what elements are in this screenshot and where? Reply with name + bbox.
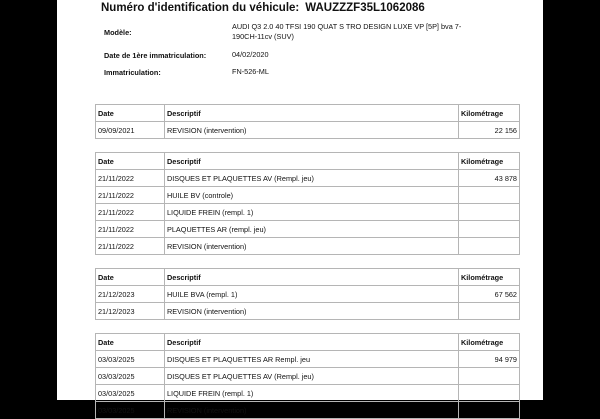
description-column-header: Descriptif xyxy=(165,334,459,351)
row-description: REVISION (intervention) xyxy=(165,122,459,139)
row-km xyxy=(459,204,520,221)
row-date: 21/12/2023 xyxy=(96,303,165,320)
table-row xyxy=(96,303,520,320)
row-description: DISQUES ET PLAQUETTES AR Rempl. jeu xyxy=(165,351,459,368)
table-header-row xyxy=(96,334,520,351)
row-description: REVISION (intervention) xyxy=(165,402,459,419)
table-row xyxy=(96,351,520,368)
row-date: 03/03/2025 xyxy=(96,368,165,385)
document-page xyxy=(57,0,543,415)
table-row xyxy=(96,286,520,303)
row-km xyxy=(459,238,520,255)
row-km xyxy=(459,402,520,419)
table-header-row xyxy=(96,269,520,286)
table-row xyxy=(96,238,520,255)
table-row xyxy=(96,187,520,204)
km-column-header: Kilométrage xyxy=(459,269,520,286)
table-row xyxy=(96,221,520,238)
table-row xyxy=(96,204,520,221)
vin-heading xyxy=(101,2,425,14)
row-km xyxy=(459,303,520,320)
row-date: 03/03/2025 xyxy=(96,351,165,368)
date-column-header: Date xyxy=(96,153,165,170)
row-km: 67 562 xyxy=(459,286,520,303)
model-label: Modèle: xyxy=(104,28,132,37)
spacer-cell xyxy=(96,255,520,269)
model-value: AUDI Q3 2.0 40 TFSI 190 QUAT S TRO DESIGN LUXE VP [5P] bva 7-190CH-11cv (SUV) xyxy=(232,22,462,41)
date-column-header: Date xyxy=(96,105,165,122)
row-date: 21/12/2023 xyxy=(96,286,165,303)
row-km xyxy=(459,221,520,238)
vin-label: Numéro d'identification du véhicule: xyxy=(101,2,300,14)
row-description: HUILE BVA (rempl. 1) xyxy=(165,286,459,303)
table-row xyxy=(96,122,520,139)
row-km: 94 979 xyxy=(459,351,520,368)
row-description: DISQUES ET PLAQUETTES AV (Rempl. jeu) xyxy=(165,368,459,385)
first-registration-value: 04/02/2020 xyxy=(232,50,269,59)
table-row xyxy=(96,385,520,402)
row-description: PLAQUETTES AR (rempl. jeu) xyxy=(165,221,459,238)
km-column-header: Kilométrage xyxy=(459,153,520,170)
description-column-header: Descriptif xyxy=(165,105,459,122)
row-km: 43 878 xyxy=(459,170,520,187)
row-date: 21/11/2022 xyxy=(96,187,165,204)
row-km xyxy=(459,187,520,204)
service-history-table xyxy=(95,104,520,419)
plate-label: Immatriculation: xyxy=(104,68,161,77)
group-spacer xyxy=(96,320,520,334)
table-row xyxy=(96,368,520,385)
km-column-header: Kilométrage xyxy=(459,105,520,122)
plate-value: FN-526-ML xyxy=(232,67,269,76)
row-km: 22 156 xyxy=(459,122,520,139)
row-description: HUILE BV (controle) xyxy=(165,187,459,204)
vin-value: WAUZZZF35L1062086 xyxy=(305,2,425,14)
row-date: 09/09/2021 xyxy=(96,122,165,139)
row-date: 03/03/2025 xyxy=(96,385,165,402)
table-row xyxy=(96,170,520,187)
row-date: 21/11/2022 xyxy=(96,204,165,221)
row-date: 21/11/2022 xyxy=(96,221,165,238)
row-date: 03/03/2025 xyxy=(96,402,165,419)
table-header-row xyxy=(96,153,520,170)
row-date: 21/11/2022 xyxy=(96,170,165,187)
spacer-cell xyxy=(96,139,520,153)
first-registration-label: Date de 1ère immatriculation: xyxy=(104,51,207,60)
date-column-header: Date xyxy=(96,269,165,286)
date-column-header: Date xyxy=(96,334,165,351)
spacer-cell xyxy=(96,320,520,334)
row-description: LIQUIDE FREIN (rempl. 1) xyxy=(165,385,459,402)
row-km xyxy=(459,368,520,385)
description-column-header: Descriptif xyxy=(165,153,459,170)
row-description: REVISION (intervention) xyxy=(165,303,459,320)
row-date: 21/11/2022 xyxy=(96,238,165,255)
table-header-row xyxy=(96,105,520,122)
row-description: LIQUIDE FREIN (rempl. 1) xyxy=(165,204,459,221)
km-column-header: Kilométrage xyxy=(459,334,520,351)
description-column-header: Descriptif xyxy=(165,269,459,286)
row-km xyxy=(459,385,520,402)
row-description: DISQUES ET PLAQUETTES AV (Rempl. jeu) xyxy=(165,170,459,187)
group-spacer xyxy=(96,139,520,153)
row-description: REVISION (intervention) xyxy=(165,238,459,255)
table-row xyxy=(96,402,520,419)
group-spacer xyxy=(96,255,520,269)
